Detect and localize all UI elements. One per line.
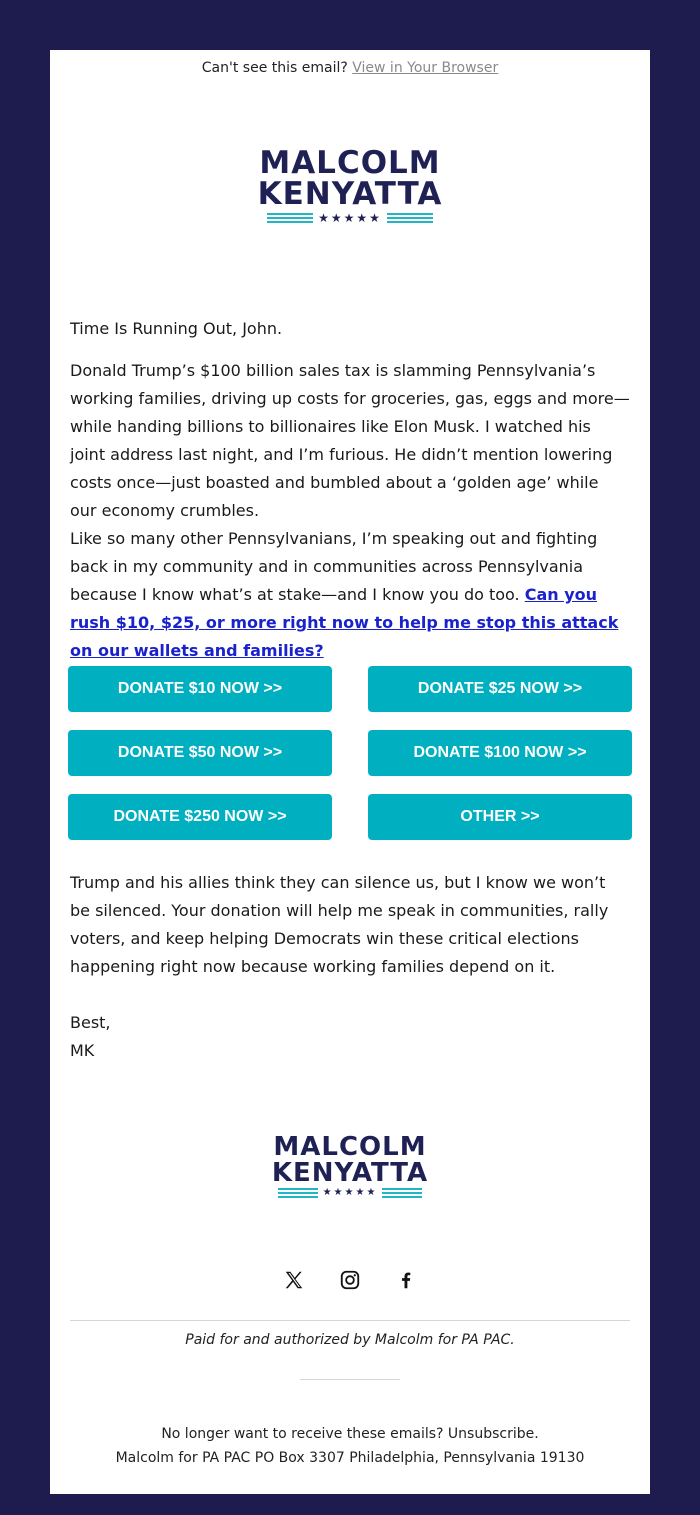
paragraph-1 [70, 357, 630, 525]
view-in-browser-bar [50, 60, 650, 76]
footer-short-divider [300, 1379, 400, 1380]
donate-100-button[interactable]: DONATE $100 NOW >> [368, 730, 632, 776]
email-card [50, 50, 650, 1494]
signoff-text: Best, [70, 1013, 111, 1032]
cant-see-text: Can't see this email? [201, 60, 348, 76]
logo-line-2: KENYATTA [257, 176, 443, 212]
logo-footer [268, 1134, 432, 1198]
greeting-text: Time Is Running Out, John. [70, 319, 283, 338]
logo-footer-line-1: MALCOLM [273, 1132, 427, 1162]
facebook-icon[interactable] [394, 1268, 418, 1292]
footer-divider [70, 1320, 630, 1321]
instagram-icon[interactable] [338, 1268, 362, 1292]
donate-other-button[interactable]: OTHER >> [368, 794, 632, 840]
x-icon[interactable] [282, 1268, 306, 1292]
logo-stars: ★★★★★ [318, 211, 382, 225]
footer-block [50, 1422, 650, 1470]
signoff-block [70, 1009, 630, 1065]
logo-footer-stars: ★★★★★ [322, 1187, 378, 1198]
mailing-address: Malcolm for PA PAC PO Box 3307 Philadelphia, Pennsylvania 19130 [115, 1450, 585, 1466]
signature-text: MK [70, 1041, 95, 1060]
paragraph-2-text: Like so many other Pennsylvanians, I’m speaking out and fighting back in my community and in communities across Pennsylvania because I know what’s at stake—and I know you do too. [70, 529, 598, 604]
donate-inline-link[interactable]: Can you rush $10, $25, or more right now to help me stop this attack on our wallets and families? [70, 585, 619, 660]
donate-25-button[interactable]: DONATE $25 NOW >> [368, 666, 632, 712]
donate-50-button[interactable]: DONATE $50 NOW >> [68, 730, 332, 776]
donate-10-button[interactable]: DONATE $10 NOW >> [68, 666, 332, 712]
logo-footer-line-2: KENYATTA [271, 1158, 429, 1188]
logo-line-1: MALCOLM [259, 145, 441, 181]
paragraph-3-text: Trump and his allies think they can silence us, but I know we won’t be silenced. Your donation will help me speak in communities, rally voters, and keep helping Democrats win these critical elections happening right now because working families depend on it. [70, 873, 609, 976]
paragraph-1-text: Donald Trump’s $100 billion sales tax is slamming Pennsylvania’s working families, driving up costs for groceries, gas, eggs and more—while handing billions to billionaires like Elon Musk. I watched his joint address last night, and I’m furious. He didn’t mention lowering costs once—just boasted and bumbled about a ‘golden age’ while our economy crumbles. [70, 361, 630, 520]
unsubscribe-link[interactable]: No longer want to receive these emails? Unsubscribe. [161, 1426, 539, 1442]
greeting [70, 315, 630, 343]
logo-header [250, 145, 450, 225]
paragraph-3 [70, 869, 630, 981]
logo-stripes [250, 212, 450, 224]
donate-250-button[interactable]: DONATE $250 NOW >> [68, 794, 332, 840]
logo-footer-stripes [268, 1188, 432, 1198]
paid-for-disclaimer: Paid for and authorized by Malcolm for PA PAC. [185, 1332, 515, 1348]
view-in-browser-link[interactable]: View in Your Browser [352, 60, 499, 76]
paragraph-2 [70, 525, 630, 665]
